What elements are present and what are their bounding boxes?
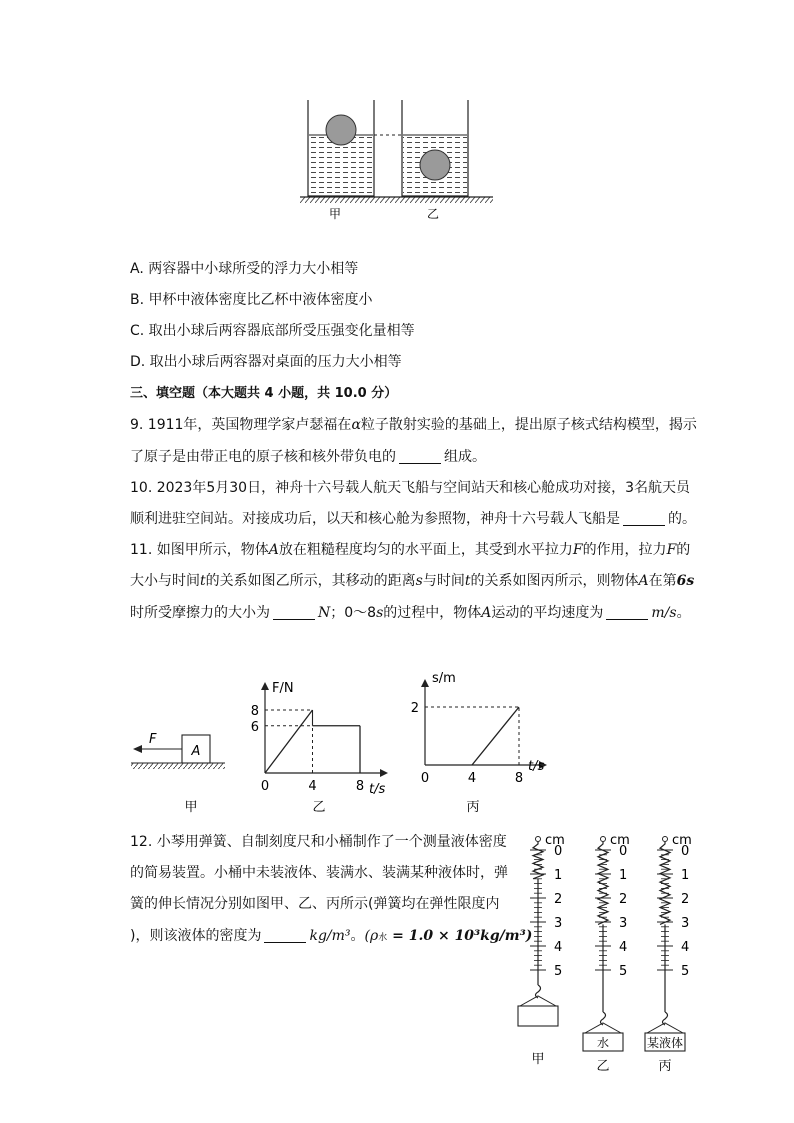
x-tick-label: 4 — [308, 779, 317, 794]
fig11-bing-label: 丙 — [466, 800, 480, 815]
scale-label: 4 — [619, 940, 628, 955]
y-axis-arrow — [421, 679, 429, 687]
fig11-jia-label: 甲 — [184, 800, 198, 815]
water-label: 水 — [596, 1036, 610, 1050]
y-tick-label: 8 — [250, 704, 259, 719]
label-jia: 甲 — [328, 207, 342, 221]
q12-line3: 簧的伸长情况分别如图甲、乙、丙所示(弹簧均在弹性限度内 — [130, 896, 500, 912]
block-label: A — [191, 744, 201, 759]
hook-ring — [536, 837, 541, 842]
q11-line1: 11. 如图甲所示，物体A放在粗糙程度均匀的水平面上，其受到水平拉力F的作用，拉力F的 — [130, 542, 691, 558]
force-label: F — [149, 732, 157, 747]
fig11-jia — [125, 725, 235, 820]
hook-ring — [601, 837, 606, 842]
liquid-jia — [309, 137, 373, 195]
x-tick-label: 8 — [355, 779, 365, 794]
scale-label: 2 — [681, 892, 690, 907]
scale-label: 0 — [619, 844, 628, 859]
answer-blank[interactable] — [264, 928, 306, 943]
q12-line1: 12. 小琴用弹簧、自制刻度尺和小桶制作了一个测量液体密度 — [130, 834, 507, 850]
section-heading: 三、填空题（本大题共 4 小题，共 10.0 分） — [130, 386, 398, 401]
scale-label: 0 — [554, 844, 563, 859]
y-axis-arrow — [261, 682, 269, 690]
spring — [533, 842, 543, 879]
scale-label: 5 — [681, 964, 690, 979]
q12-line2: 的简易装置。小桶中未装液体、装满水、装满某种液体时，弹 — [130, 865, 508, 881]
scale-label: 0 — [681, 844, 690, 859]
ball-jia — [326, 115, 356, 145]
bing-ylabel: s/m — [432, 671, 456, 686]
scale-label: 3 — [681, 916, 690, 931]
option-c: C. 取出小球后两容器底部所受压强变化量相等 — [130, 323, 415, 339]
data-line — [265, 710, 313, 773]
scale-label: 1 — [619, 868, 628, 883]
fig11-yi-chart — [245, 672, 390, 822]
hook-ring — [663, 837, 668, 842]
y-tick-label: 2 — [410, 701, 419, 716]
x-tick-label: 4 — [467, 771, 477, 786]
x-axis-arrow — [380, 769, 388, 777]
containers-figure — [295, 95, 505, 225]
scale-label: 1 — [554, 868, 563, 883]
bucket-empty — [518, 1006, 558, 1026]
answer-blank[interactable] — [273, 605, 315, 620]
force-arrow — [133, 745, 142, 753]
x-tick-label: 8 — [514, 771, 524, 786]
q9-line1: 9. 1911年，英国物理学家卢瑟福在α粒子散射实验的基础上，提出原子核式结构模型，揭示 — [130, 417, 697, 433]
q10-line2: 顺利进驻空间站。对接成功后，以天和核心舱为参照物，神舟十六号载人飞船是 的。 — [130, 511, 696, 527]
y-tick-label: 6 — [250, 719, 259, 735]
yi-xlabel: t/s — [369, 782, 386, 797]
bing-xlabel: t/s — [528, 759, 545, 774]
unit-label: cm — [610, 833, 630, 848]
scale-label: 5 — [554, 964, 563, 979]
option-b: B. 甲杯中液体密度比乙杯中液体密度小 — [130, 292, 373, 308]
answer-blank[interactable] — [606, 605, 648, 620]
spring-figure — [510, 830, 700, 1075]
spring-label-jia: 甲 — [531, 1052, 545, 1067]
q11-line2: 大小与时间t的关系如图乙所示，其移动的距离s与时间t的关系如图丙所示，则物体A在第6s — [130, 573, 695, 589]
option-a: A. 两容器中小球所受的浮力大小相等 — [130, 261, 359, 277]
scale-label: 3 — [619, 916, 628, 931]
scale-label: 4 — [681, 940, 690, 955]
data-line — [472, 707, 519, 765]
x-tick-label: 0 — [260, 779, 270, 794]
q10-line1: 10. 2023年5月30日，神舟十六号载人航天飞船与空间站天和核心舱成功对接，3名航天员 — [130, 480, 690, 496]
q9-line2: 了原子是由带正电的原子核和核外带负电的 组成。 — [130, 449, 486, 465]
unit-label: cm — [545, 833, 565, 848]
answer-blank[interactable] — [399, 449, 441, 464]
spring-label-yi: 乙 — [596, 1059, 610, 1074]
x-tick-label: 0 — [420, 771, 430, 786]
scale-label: 2 — [554, 892, 563, 907]
scale-label: 5 — [619, 964, 628, 979]
scale-label: 3 — [554, 916, 563, 931]
label-yi: 乙 — [426, 207, 440, 221]
q11-line3: 时所受摩擦力的大小为 N；0～8s的过程中，物体A运动的平均速度为 m/s。 — [130, 605, 691, 621]
spring-label-bing: 丙 — [658, 1059, 672, 1074]
scale-label: 4 — [554, 940, 563, 955]
answer-blank[interactable] — [623, 511, 665, 526]
option-d: D. 取出小球后两容器对桌面的压力大小相等 — [130, 354, 402, 370]
yi-ylabel: F/N — [272, 681, 294, 696]
q12-line4: )，则该液体的密度为 kg/m³。(ρ水 = 1.0 × 10³kg/m³) — [130, 928, 533, 944]
liquid-label: 某液体 — [646, 1036, 684, 1050]
unit-label: cm — [672, 833, 692, 848]
ball-yi — [420, 150, 450, 180]
scale-label: 2 — [619, 892, 628, 907]
fig11-bing-chart — [400, 664, 560, 822]
scale-label: 1 — [681, 868, 690, 883]
fig11-yi-label: 乙 — [312, 800, 326, 815]
